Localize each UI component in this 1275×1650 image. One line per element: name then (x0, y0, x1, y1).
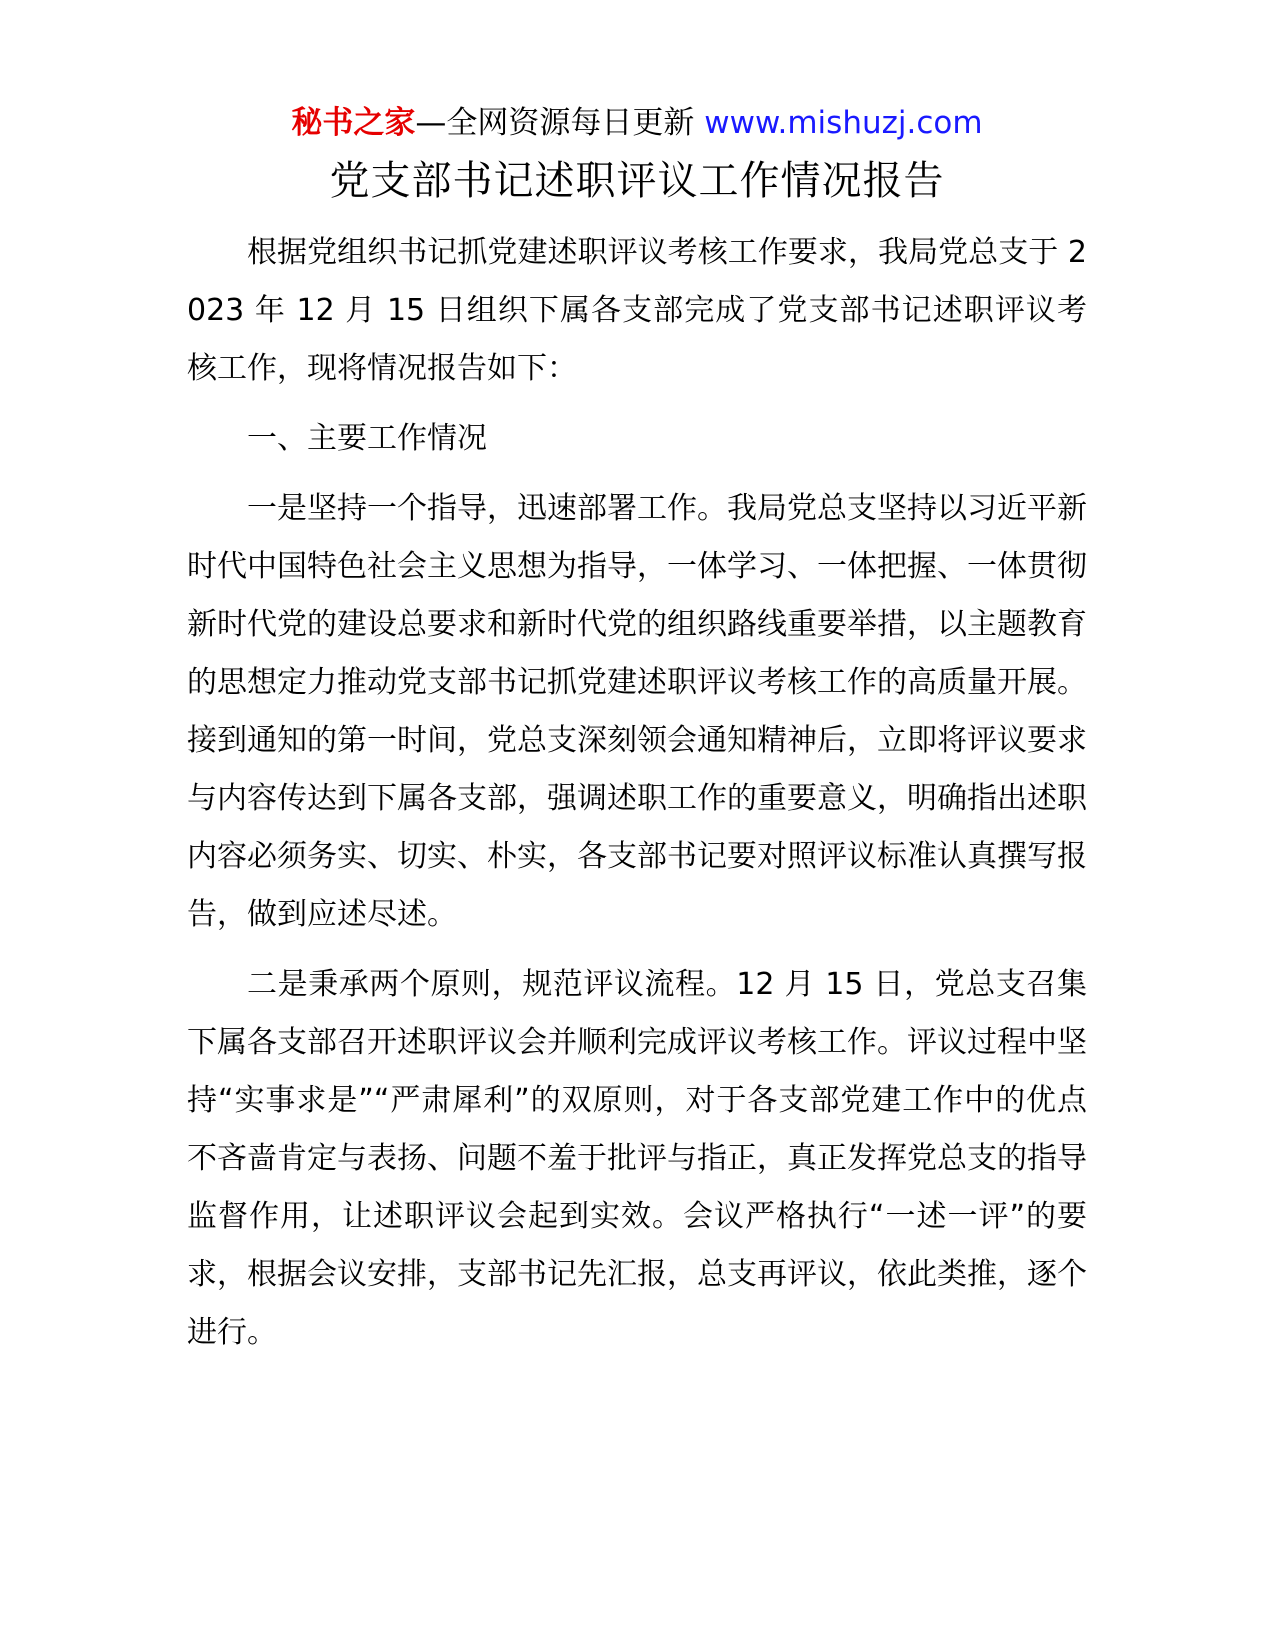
intro-paragraph: 根据党组织书记抓党建述职评议考核工作要求，我局党总支于 2023 年 12 月 15 日组织下属各支部完成了党支部书记述职评议考核工作，现将情况报告如下： (187, 235, 1087, 386)
header-tagline: —全网资源每日更新 (415, 105, 695, 141)
body-paragraph: 一是坚持一个指导，迅速部署工作。我局党总支坚持以习近平新时代中国特色社会主义思想为指导，一体学习、一体把握、一体贯彻新时代党的建设总要求和新时代党的组织路线重要举措，以主题教育的思想定力推动党支部书记抓党建述职评议考核工作的高质量开展。接到通知的第一时间，党总支深刻领会通知精神后，立即将评议要求与内容传达到下属各支部，强调述职工作的重要意义，明确指出述职内容必须务实、切实、朴实，各支部书记要对照评议标准认真撰写报告，做到应述尽述。 (187, 491, 1087, 932)
site-url-link[interactable]: www.mishuzj.com (704, 105, 983, 141)
site-header (187, 96, 1087, 150)
document-page (187, 96, 1087, 1374)
section-heading: 一、主要工作情况 (247, 421, 487, 456)
document-title: 党支部书记述职评议工作情况报告 (329, 158, 945, 204)
brand-name: 秘书之家 (291, 105, 416, 141)
body-paragraph: 二是秉承两个原则，规范评议流程。12 月 15 日，党总支召集下属各支部召开述职评议会并顺利完成评议考核工作。评议过程中坚持“实事求是”“严肃犀利”的双原则，对于各支部党建工作中的优点不吝啬肯定与表扬、问题不羞于批评与指正，真正发挥党总支的指导监督作用，让述职评议会起到实效。会议严格执行“一述一评”的要求，根据会议安排，支部书记先汇报，总支再评议，依此类推，逐个进行。 (187, 967, 1087, 1350)
